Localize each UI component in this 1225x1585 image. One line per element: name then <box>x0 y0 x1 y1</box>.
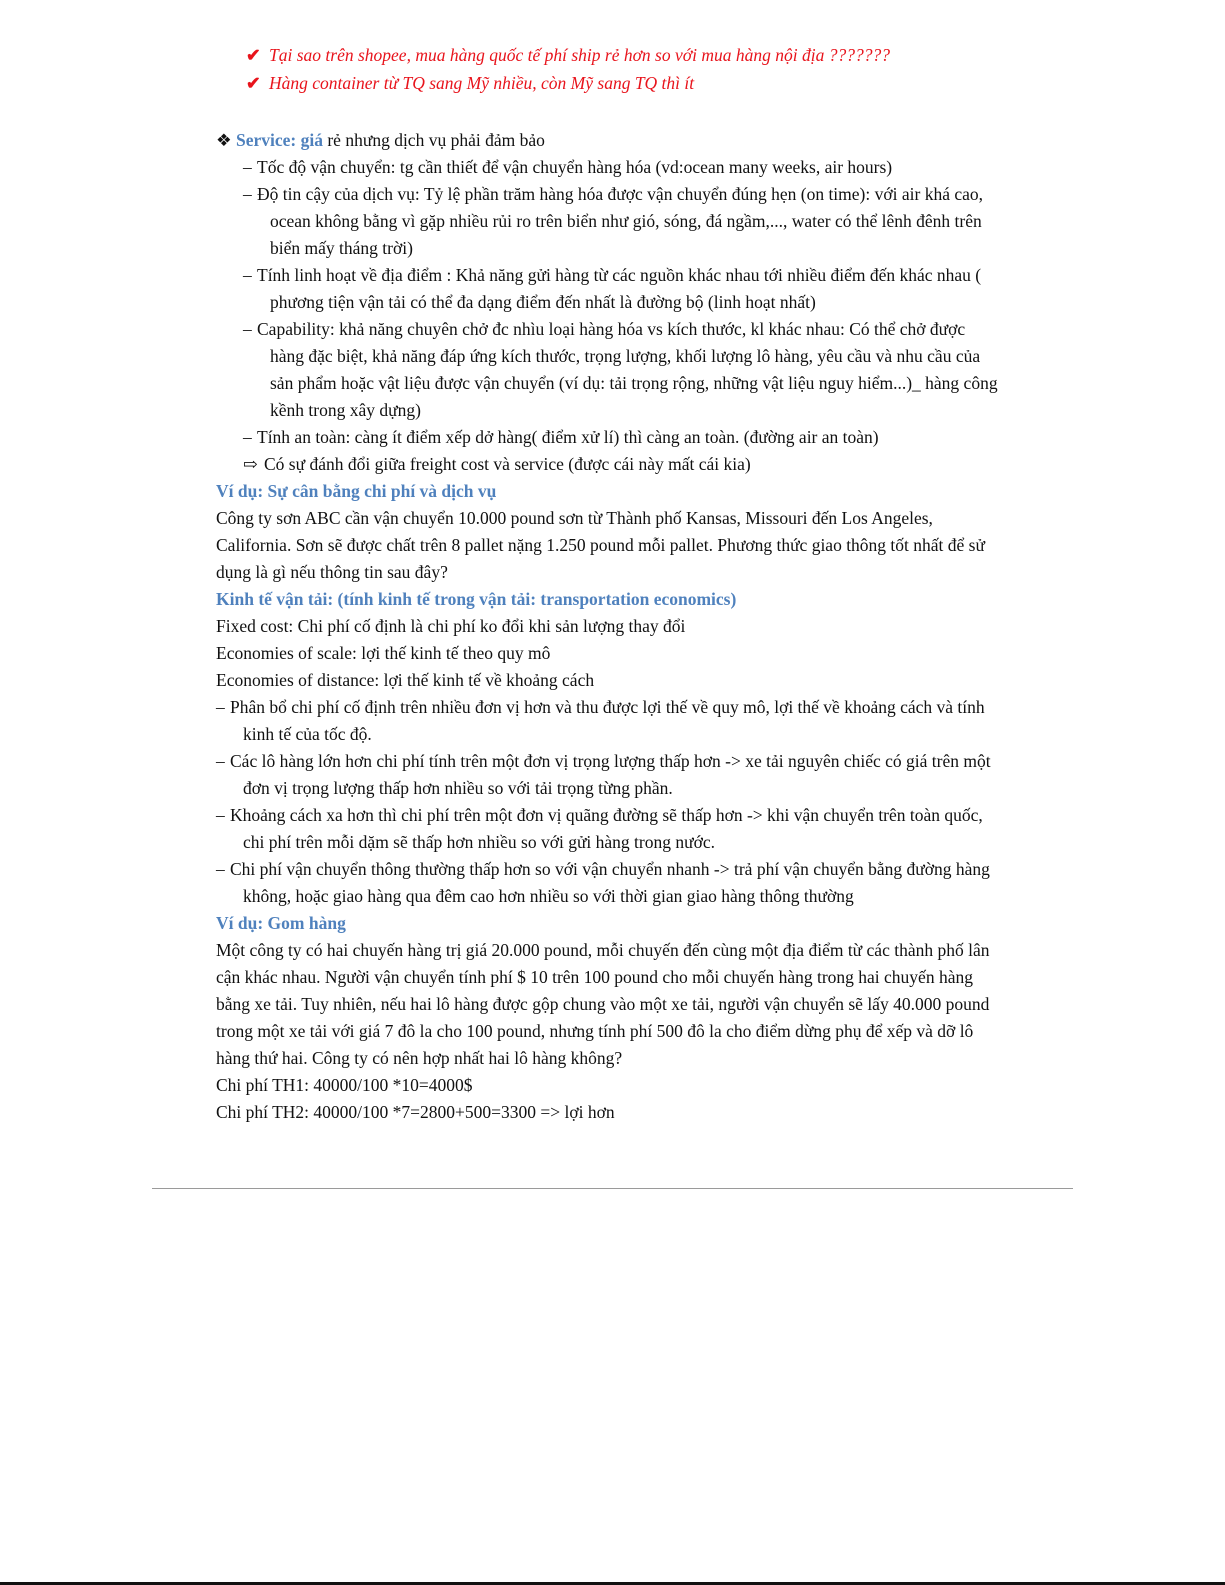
diamond-bullet-icon: ❖ <box>216 130 232 150</box>
list-item: – Tính linh hoạt về địa điểm : Khả năng gửi hàng từ các nguồn khác nhau tới nhiều điểm đến khác nhau ( <box>243 262 981 289</box>
paragraph-line: cận khác nhau. Người vận chuyển tính phí $ 10 trên 100 pound cho mỗi chuyến hàng trong hai chuyến hàng <box>216 967 973 987</box>
list-item-continued: không, hoặc giao hàng qua đêm cao hơn nhiều so với thời gian giao hàng thông thường <box>243 886 854 906</box>
service-heading: ❖ Service: giá rẻ nhưng dịch vụ phải đảm bảo <box>216 127 545 154</box>
list-item-continued: sản phẩm hoặc vật liệu được vận chuyển (ví dụ: tải trọng rộng, những vật liệu nguy hiểm...)_ hàng công <box>270 373 998 393</box>
list-item-continued: phương tiện vận tải có thể đa dạng điểm đến nhất là đường bộ (linh hoạt nhất) <box>270 292 816 312</box>
calculation-line: Chi phí TH1: 40000/100 *10=4000$ <box>216 1075 473 1095</box>
paragraph-line: Economies of distance: lợi thế kinh tế về khoảng cách <box>216 670 595 690</box>
list-item-continued: kềnh trong xây dựng) <box>270 400 421 420</box>
example-heading: Ví dụ: Sự cân bằng chi phí và dịch vụ <box>216 481 497 501</box>
paragraph-line: Fixed cost: Chi phí cố định là chi phí ko đổi khi sản lượng thay đổi <box>216 616 686 636</box>
dash-bullet-icon: – <box>216 805 225 825</box>
list-item: – Khoảng cách xa hơn thì chi phí trên một đơn vị quãng đường sẽ thấp hơn -> khi vận chuyển trên toàn quốc, <box>216 802 983 829</box>
dash-bullet-icon: – <box>243 427 252 447</box>
list-item: – Tốc độ vận chuyển: tg cần thiết để vận chuyển hàng hóa (vd:ocean many weeks, air hours) <box>243 154 892 181</box>
list-item-continued: ocean không bằng vì gặp nhiều rủi ro trên biển như gió, sóng, đá ngầm,..., water có thể lênh đênh trên <box>270 211 982 231</box>
paragraph-line: trong một xe tải với giá 7 đô la cho 100 pound, nhưng tính phí 500 đô la cho điểm dừng phụ để xếp và dỡ lô <box>216 1021 974 1041</box>
paragraph-line: Một công ty có hai chuyến hàng trị giá 20.000 pound, mỗi chuyến đến cùng một địa điểm từ các thành phố lân <box>216 940 990 960</box>
example-heading: Ví dụ: Gom hàng <box>216 913 346 933</box>
dash-bullet-icon: – <box>243 157 252 177</box>
paragraph-line: bằng xe tải. Tuy nhiên, nếu hai lô hàng được gộp chung vào một xe tải, người vận chuyển sẽ lấy 40.000 pound <box>216 994 990 1014</box>
list-item: – Tính an toàn: càng ít điểm xếp dở hàng( điểm xử lí) thì càng an toàn. (đường air an toàn) <box>243 424 879 451</box>
section-heading: Kinh tế vận tải: (tính kinh tế trong vận tải: transportation economics) <box>216 589 737 609</box>
paragraph-line: dụng là gì nếu thông tin sau đây? <box>216 562 448 582</box>
dash-bullet-icon: – <box>243 265 252 285</box>
check-item: ✔ Hàng container từ TQ sang Mỹ nhiều, còn Mỹ sang TQ thì ít <box>246 70 694 97</box>
dash-bullet-icon: – <box>243 319 252 339</box>
paragraph-line: hàng thứ hai. Công ty có nên hợp nhất hai lô hàng không? <box>216 1048 623 1068</box>
list-item-continued: kinh tế của tốc độ. <box>243 724 372 744</box>
list-item: – Độ tin cậy của dịch vụ: Tỷ lệ phần trăm hàng hóa được vận chuyển đúng hẹn (on time): với air khá cao, <box>243 181 983 208</box>
list-item: – Chi phí vận chuyển thông thường thấp hơn so với vận chuyển nhanh -> trả phí vận chuyển bằng đường hàng <box>216 856 990 883</box>
paragraph-line: Công ty sơn ABC cần vận chuyển 10.000 pound sơn từ Thành phố Kansas, Missouri đến Los Angeles, <box>216 508 933 528</box>
dash-bullet-icon: – <box>216 859 225 879</box>
list-item: – Các lô hàng lớn hơn chi phí tính trên một đơn vị trọng lượng thấp hơn -> xe tải nguyên chiếc có giá trên một <box>216 748 991 775</box>
conclusion-item: ⇨ Có sự đánh đổi giữa freight cost và service (được cái này mất cái kia) <box>243 451 751 478</box>
paragraph-line: Economies of scale: lợi thế kinh tế theo quy mô <box>216 643 551 663</box>
page-divider <box>152 1188 1073 1189</box>
arrow-right-icon: ⇨ <box>243 454 258 474</box>
checkmark-icon: ✔ <box>246 73 261 93</box>
dash-bullet-icon: – <box>243 184 252 204</box>
list-item: – Phân bổ chi phí cố định trên nhiều đơn vị hơn và thu được lợi thế về quy mô, lợi thế về khoảng cách và tính <box>216 694 985 721</box>
list-item: – Capability: khả năng chuyên chở đc nhìu loại hàng hóa vs kích thước, kl khác nhau: Có thể chở được <box>243 316 965 343</box>
paragraph-line: California. Sơn sẽ được chất trên 8 pallet nặng 1.250 pound mỗi pallet. Phương thức giao thông tốt nhất để sử <box>216 535 985 555</box>
dash-bullet-icon: – <box>216 751 225 771</box>
list-item-continued: hàng đặc biệt, khả năng đáp ứng kích thước, trọng lượng, khối lượng lô hàng, yêu cầu và nhu cầu của <box>270 346 981 366</box>
list-item-continued: đơn vị trọng lượng thấp hơn nhiều so với tải trọng từng phần. <box>243 778 673 798</box>
list-item-continued: chi phí trên mỗi dặm sẽ thấp hơn nhiều so với gửi hàng trong nước. <box>243 832 716 852</box>
dash-bullet-icon: – <box>216 697 225 717</box>
checkmark-icon: ✔ <box>246 45 261 65</box>
calculation-line: Chi phí TH2: 40000/100 *7=2800+500=3300 => lợi hơn <box>216 1102 615 1122</box>
check-item: ✔ Tại sao trên shopee, mua hàng quốc tế phí ship rẻ hơn so với mua hàng nội địa ??????? <box>246 42 890 69</box>
list-item-continued: biển mấy tháng trời) <box>270 238 413 258</box>
